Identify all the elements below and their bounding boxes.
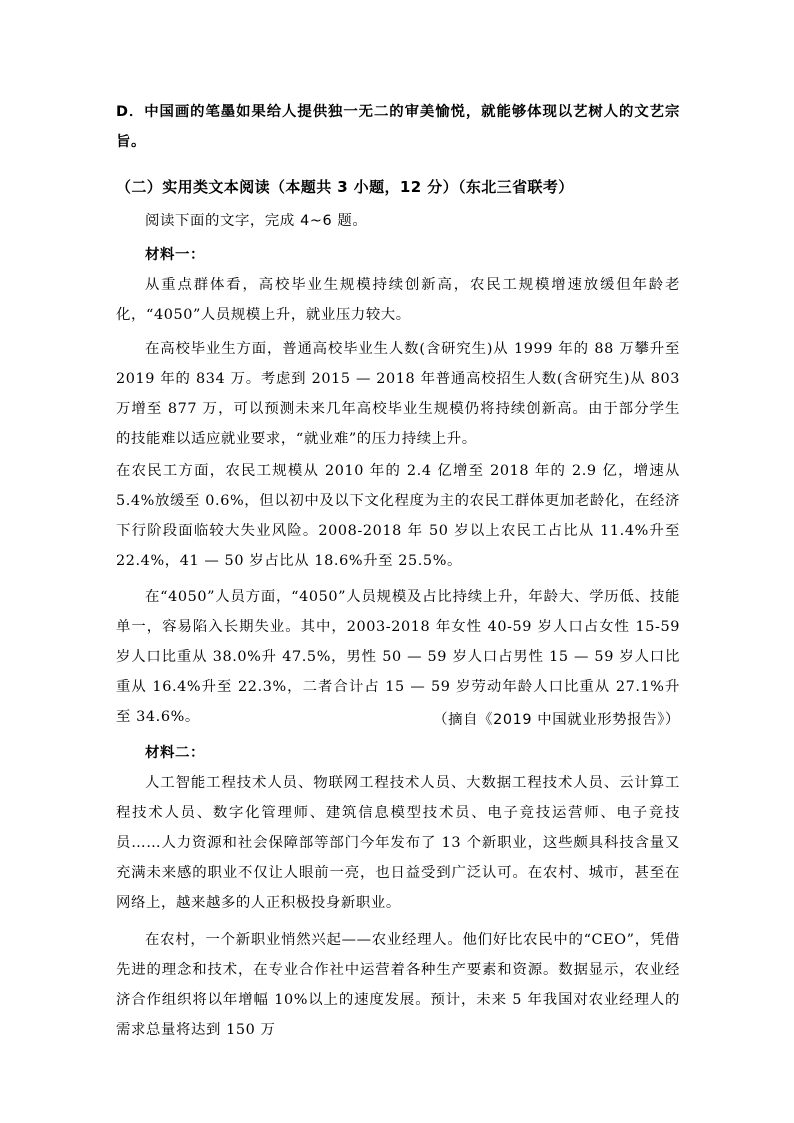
instruction: 阅读下面的文字，完成 4~6 题。 — [145, 213, 368, 229]
material1-label: 材料一： — [145, 247, 205, 263]
section-heading: （二）实用类文本阅读（本题共 3 小题，12 分）（东北三省联考） — [116, 178, 574, 196]
material1-paragraph-1: 从重点群体看，高校毕业生规模持续创新高，农民工规模增速放缓但年龄老化，“4050”人员规模上升，就业压力较大。 — [116, 277, 680, 323]
option-d: D．中国画的笔墨如果给人提供独一无二的审美愉悦，就能够体现以艺树人的文艺宗旨。 — [116, 104, 680, 150]
material1-source: （摘自《2019 中国就业形势报告》） — [433, 712, 680, 728]
material2-label: 材料二： — [145, 745, 205, 761]
material2-paragraph-2: 在农村，一个新职业悄然兴起——农业经理人。他们好比农民中的“CEO”，凭借先进的理念和技术，在专业合作社中运营着各种生产要素和资源。数据显示，农业经济合作组织将以年增幅 10%以上的速度发展。预计，未来 5 年我国对农业经理人的需求总量将达到 150 万 — [116, 932, 680, 1038]
material2-paragraph-1: 人工智能工程技术人员、物联网工程技术人员、大数据工程技术人员、云计算工程技术人员、数字化管理师、建筑信息模型技术员、电子竞技运营师、电子竞技员……人力资源和社会保障部等部门今年发布了 13 个新职业，这些颇具科技含量又充满未来感的职业不仅让人眼前一亮，也日益受到广泛认可。在农村、城市，甚至在网络上，越来越多的人正积极投身新职业。 — [116, 775, 680, 911]
material1-paragraph-4: 在“4050”人员方面，“4050”人员规模及占比持续上升，年龄大、学历低、技能单一，容易陷入长期失业。其中，2003-2018 年女性 40-59 岁人口占女性 15-59 岁人口比重从 38.0%升 47.5%，男性 50 — 59 岁人口占男性 15 — 59 岁人口比重从 16.4%升至 22.3%，二者合计占 15 — 59 岁劳动年龄人口比重从 27.1%升至 34.6%。 — [116, 589, 680, 725]
material1-paragraph-2: 在高校毕业生方面，普通高校毕业生人数(含研究生)从 1999 年的 88 万攀升至 2019 年的 834 万。考虑到 2015 — 2018 年普通高校招生人数(含研究生)从 803 万增至 877 万，可以预测未来几年高校毕业生规模仍将持续创新高。由于部分学生的技能难以适应就业要求，“就业难”的压力持续上升。 — [116, 341, 680, 447]
material1-paragraph-3: 在农民工方面，农民工规模从 2010 年的 2.4 亿增至 2018 年的 2.9 亿，增速从 5.4%放缓至 0.6%，但以初中及以下文化程度为主的农民工群体更加老龄化，在经济下行阶段面临较大失业风险。2008-2018 年 50 岁以上农民工占比从 11.4%升至 22.4%，41 — 50 岁占比从 18.6%升至 25.5%。 — [116, 463, 680, 569]
